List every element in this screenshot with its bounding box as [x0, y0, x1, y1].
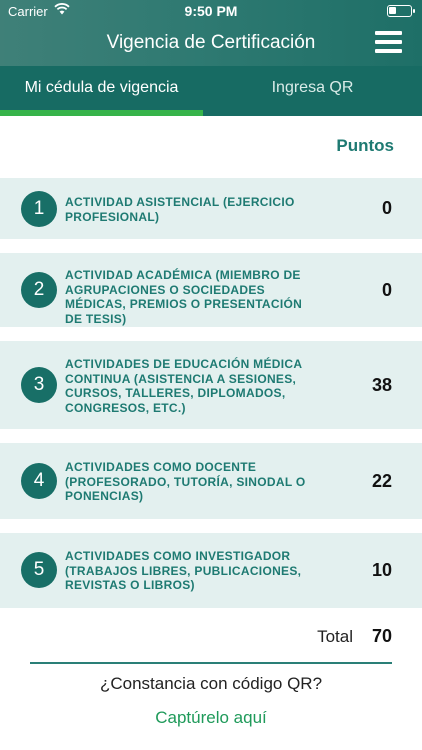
activity-points: 38	[371, 375, 392, 395]
activity-row	[0, 341, 422, 429]
activity-row	[0, 178, 422, 239]
activity-number-badge: 5	[21, 552, 57, 588]
activity-row	[0, 253, 422, 327]
battery-icon	[387, 5, 412, 17]
status-bar	[0, 0, 422, 22]
activity-row	[0, 533, 422, 608]
tab-bar	[0, 66, 422, 116]
activity-number-badge: 1	[21, 191, 57, 227]
activity-number-badge: 4	[21, 463, 57, 499]
capture-qr-link[interactable]: Captúrelo aquí	[155, 708, 267, 727]
qr-question: ¿Constancia con código QR?	[99, 674, 323, 693]
activity-number-badge: 2	[21, 272, 57, 308]
divider	[30, 662, 392, 664]
tab-ingresa-qr[interactable]: Ingresa QR	[271, 79, 354, 96]
tab-mi-cedula[interactable]: Mi cédula de vigencia	[24, 79, 179, 96]
app-header	[0, 0, 422, 66]
activity-points: 22	[371, 471, 392, 491]
activity-row	[0, 443, 422, 519]
activity-points: 10	[371, 560, 392, 580]
activity-label: ACTIVIDADES COMO INVESTIGADOR (TRABAJOS LIBRES, PUBLICACIONES, REVISTAS O LIBROS)	[65, 549, 302, 592]
activity-number-badge: 3	[21, 367, 57, 403]
total-value: 70	[371, 626, 392, 646]
activity-label: ACTIVIDAD ASISTENCIAL (EJERCICIO PROFESIONAL)	[65, 195, 295, 224]
activity-points: 0	[381, 198, 392, 218]
activity-label: ACTIVIDAD ACADÉMICA (MIEMBRO DE AGRUPACIONES O SOCIEDADES MÉDICAS, PREMIOS O PRESENTACIÓN DE TESIS)	[65, 268, 303, 326]
activity-points: 0	[381, 280, 392, 300]
points-column-header: Puntos	[336, 136, 394, 155]
activity-label: ACTIVIDADES DE EDUCACIÓN MÉDICA CONTINUA (ASISTENCIA A SESIONES, CURSOS, TALLERES, DIPLOMADOS, CONGRESOS, ETC.)	[65, 357, 302, 415]
clock: 9:50 PM	[184, 3, 238, 19]
page-title: Vigencia de Certificación	[106, 32, 316, 53]
total-label: Total	[317, 627, 353, 646]
carrier-label: Carrier	[8, 4, 48, 19]
active-tab-indicator	[0, 110, 203, 116]
hamburger-menu-icon[interactable]	[375, 31, 402, 53]
activity-label: ACTIVIDADES COMO DOCENTE (PROFESORADO, TUTORÍA, SINODAL O PONENCIAS)	[65, 460, 306, 503]
